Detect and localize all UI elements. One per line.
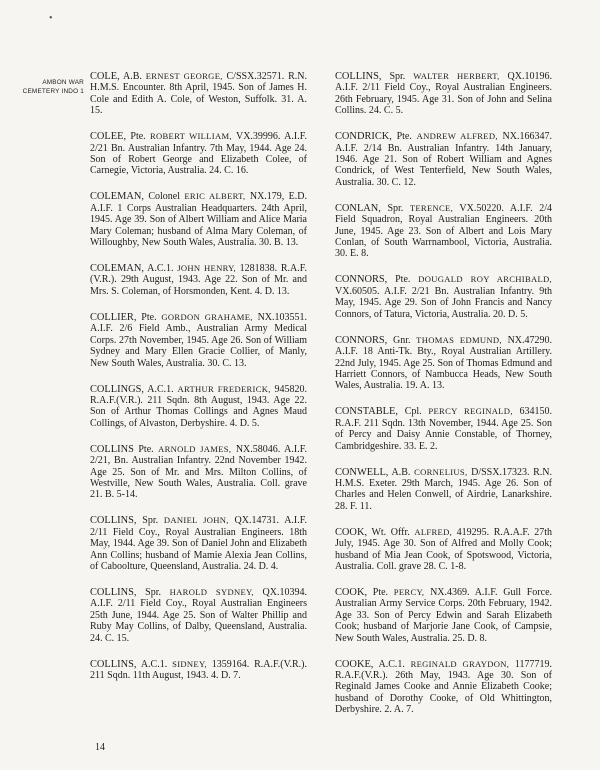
entry-details: 1177719. R.A.F.(V.R.). 26th May, 1943. Age 30. Son of Reginald James Cooke and Annie Elizabeth Cooke; husband of Dorothy Cooke, of Old Whittington, Derbyshire. 2. A. 7. [335,658,553,716]
entry-rank: Spr. [142,515,159,527]
register-entry [335,587,552,644]
register-entry [335,274,552,320]
register-entry [90,71,307,117]
entry-rank: A.C.1. [147,383,174,395]
register-entry [90,515,307,572]
entry-given-names: CORNELIUS, [414,466,468,477]
entry-surname: CONLAN, [335,202,381,214]
entry-details: QX.10394. A.I.F. 2/11 Field Coy., Royal Australian Engineers 25th June, 1944. Age 25. Son of Walter Phillip and Ruby May Collins, of Dalby, Queensland, Australia. 24. C. 15. [90,586,307,644]
entry-details: 634150. R.A.F. 211 Sqdn. 13th November, 1944. Age 25. Son of Percy and Daisy Annie Constable, of Thorney, Cambridgeshire. 33. E. 2. [335,406,553,452]
entry-given-names: ALFRED, [414,526,453,537]
right-column [335,71,552,730]
entry-rank: Pte. [141,311,157,323]
entry-surname: CONDRICK, [335,131,392,143]
entry-surname: COLLINS, [90,515,137,527]
entry-rank: Pte. [138,443,154,455]
entry-surname: COLEE, [90,131,127,143]
entry-given-names: ROBERT WILLIAM, [149,131,232,142]
register-entry [335,527,552,573]
entry-rank: Spr. [389,71,406,82]
register-entry [335,335,552,392]
register-entry [90,384,307,430]
register-entry [90,131,307,177]
entry-given-names: DANIEL JOHN, [163,515,229,526]
entry-rank: Wt. Offr. [371,526,410,538]
entry-rank: A.B. [391,466,411,478]
entry-rank: Colonel [148,191,181,203]
entry-given-names: JOHN HENRY, [177,263,236,274]
entry-rank: Spr. [387,202,404,214]
register-entry [90,191,307,248]
entry-surname: COLLIER, [90,311,137,323]
entry-given-names: TERENCE, [409,202,454,213]
page-number: 14 [95,742,105,753]
entry-rank: Pte. [395,274,411,286]
entry-surname: CONSTABLE, [335,406,398,418]
entry-rank: Spr. [145,586,161,598]
entry-rank: Pte. [130,131,146,143]
entry-rank: Cpl. [404,406,422,418]
register-entry [335,203,552,260]
entry-surname: COOK, [335,586,368,598]
entry-surname: COLEMAN, [90,191,144,203]
entry-given-names: SIDNEY, [172,658,207,669]
entry-details: VX.50220. A.I.F. 2/4 Field Squadron, Royal Australian Engineers. 20th June, 1945. Age 23. Son of Albert and Lois Mary Conlan, of South Warrnambool, Victoria, Australia. 30. E. 8. [335,202,552,260]
entry-rank: A.B. [123,71,142,82]
entry-given-names: WALTER HERBERT, [413,71,500,81]
entry-given-names: ARNOLD JAMES, [158,443,232,454]
entry-rank: Pte. [396,131,412,143]
entry-surname: CONNORS, [335,334,388,346]
entry-details: NX.179, E.D. A.I.F. 1 Corps Australian Headquarters. 24th April, 1945. Age 39. Son of Albert William and Alice Maria Mary Coleman; husband of Alma Mary Coleman, of Willoughby, New South Wales, Australia. 30. B. 13. [90,191,307,249]
register-entry [90,263,307,297]
entry-details: 1359164. R.A.F.(V.R.). 211 Sqdn. 11th August, 1943. 4. D. 7. [90,658,308,681]
entry-details: NX.166347. A.I.F. 2/14 Bn. Australian Infantry. 14th January, 1946. Age 21. Son of Robert William and Agnes Condrick, of West Tenterfield, New South Wales, Australia. 30. C. 12. [335,131,552,188]
entry-surname: COLLINGS, [90,383,144,395]
register-entry [335,467,552,513]
entry-rank: Gnr. [392,334,411,346]
entry-given-names: PERCY, [393,586,425,597]
entry-given-names: GORDON GRAHAME, [161,311,253,322]
entry-details: 945820. R.A.F.(V.R.). 211 Sqdn. 8th August, 1943. Age 22. Son of Arthur Thomas Collings and Agnes Maud Collings, of Alvaston, Derbyshire. 4. D. 5. [90,383,307,429]
left-column [90,71,307,696]
entry-rank: A.C.1. [378,658,405,670]
page-corner-mark: • [49,13,53,24]
register-entry [335,659,552,716]
entry-surname: CONWELL, [335,466,389,478]
entry-details: NX.103551. A.I.F. 2/6 Field Amb., Australian Army Medical Corps. 27th November, 1945. Age 26. Son of William Sydney and Mary Ellen Gracie Collier, of Manly, New South Wales, Australia. 30. C. 13. [90,311,308,369]
entry-details: 419295. R.A.A.F. 27th July, 1945. Age 30. Son of Alfred and Molly Cook; husband of Mia Jean Cook, of Spotswood, Victoria, Australia. Coll. grave 28. C. 1-8. [335,526,553,572]
register-entry [90,659,307,682]
register-entry [335,71,552,117]
register-entry [335,131,552,188]
entry-details: NX.47290. A.I.F. 18 Anti-Tk. Bty., Royal Australian Artillery. 22nd July, 1945. Age 25. Son of Thomas Edmund and Harriett Connors, of Nambucca Heads, New South Wales, Australia. 19. A. 13. [335,334,553,392]
entry-details: NX.4369. A.I.F. Gull Force. Australian Army Service Corps. 20th February, 1942. Age 33. Son of Percy Edwin and Sarah Elizabeth Cook; husband of Marjorie Jane Cook, of Campsie, New South Wales, Australia. 25. D. 8. [335,586,553,644]
entry-details: VX.60505. A.I.F. 2/21 Bn. Australian Infantry. 9th May, 1945. Age 29. Son of John Francis and Nancy Connors, of Tatura, Victoria, Australia. 20. D. 5. [335,285,552,320]
entry-surname: COLEMAN, [90,263,144,275]
entry-rank: Pte. [372,586,389,598]
entry-surname: CONNORS, [335,274,388,286]
entry-surname: COOK, [335,526,368,538]
entry-surname: COLLINS, [335,71,382,82]
entry-surname: COOKE, [335,658,374,670]
entry-surname: COLLINS, [90,658,137,670]
register-entry [90,587,307,644]
register-entry [90,444,307,501]
entry-rank: A.C.1. [147,263,174,275]
entry-details: QX.14731. A.I.F. 2/11 Field Coy., Royal Australian Engineers. 18th May, 1944. Age 39. Son of Daniel John and Elizabeth Ann Collins; husband of Mamie Alexia Jean Collins, of Caboolture, Queensland, Australia. 24. D. 4. [90,515,308,572]
entry-details: C/SSX.32571. R.N. H.M.S. Encounter. 8th April, 1945. Son of James H. Cole and Edith A. Cole, of Weston, Suffolk. 31. A. 15. [90,71,307,117]
entry-details: VX.39996. A.I.F. 2/21 Bn. Australian Infantry. 7th May, 1944. Age 24. Son of Robert George and Elizabeth Colee, of Carnegie, Victoria, Australia. 24. C. 16. [90,131,307,177]
entry-details: NX.58046. A.I.F. 2/21, Bn. Australian Infantry. 22nd November 1942. Age 25. Son of Mr. and Mrs. Milton Collins, of Westville, New South Wales, Australia. Coll. grave 21. B. 5-14. [90,443,307,501]
entry-details: 1281838. R.A.F.(V.R.). 29th August, 1943. Age 22. Son of Mr. and Mrs. S. Coleman, of Horsmonden, Kent. 4. D. 13. [90,263,308,297]
entry-given-names: ARTHUR FREDERICK, [177,383,271,394]
entry-surname: COLLINS, [90,586,137,598]
entry-given-names: HAROLD SYDNEY, [169,586,254,597]
entry-given-names: REGINALD GRAYDON, [410,658,510,669]
entry-details: D/SSX.17323. R.N. H.M.S. Exeter. 29th March, 1945. Age 26. Son of Charles and Helen Conwell, of Airdrie, Lanarkshire. 28. F. 11. [335,466,552,512]
entry-surname: COLE, [90,71,120,82]
entry-given-names: ANDREW ALFRED, [416,131,498,142]
entry-rank: A.C.1. [140,658,168,670]
entry-given-names: THOMAS EDMUND, [416,334,502,345]
entry-given-names: PERCY REGINALD, [428,406,513,417]
entry-given-names: ERIC ALBERT, [184,191,246,202]
cemetery-sidenote: AMBON WAR CEMETERY INDO 1 [22,79,84,95]
entry-surname: COLLINS [90,443,134,455]
entry-details: QX.10196. A.I.F. 2/11 Field Coy., Royal Australian Engineers. 26th February, 1945. Age 31. Son of John and Selina Collins. 24. C. 5. [335,71,552,117]
register-entry [335,406,552,452]
register-entry [90,312,307,369]
entry-given-names: DOUGALD ROY ARCHIBALD, [418,274,552,285]
entry-given-names: ERNEST GEORGE, [145,71,223,81]
